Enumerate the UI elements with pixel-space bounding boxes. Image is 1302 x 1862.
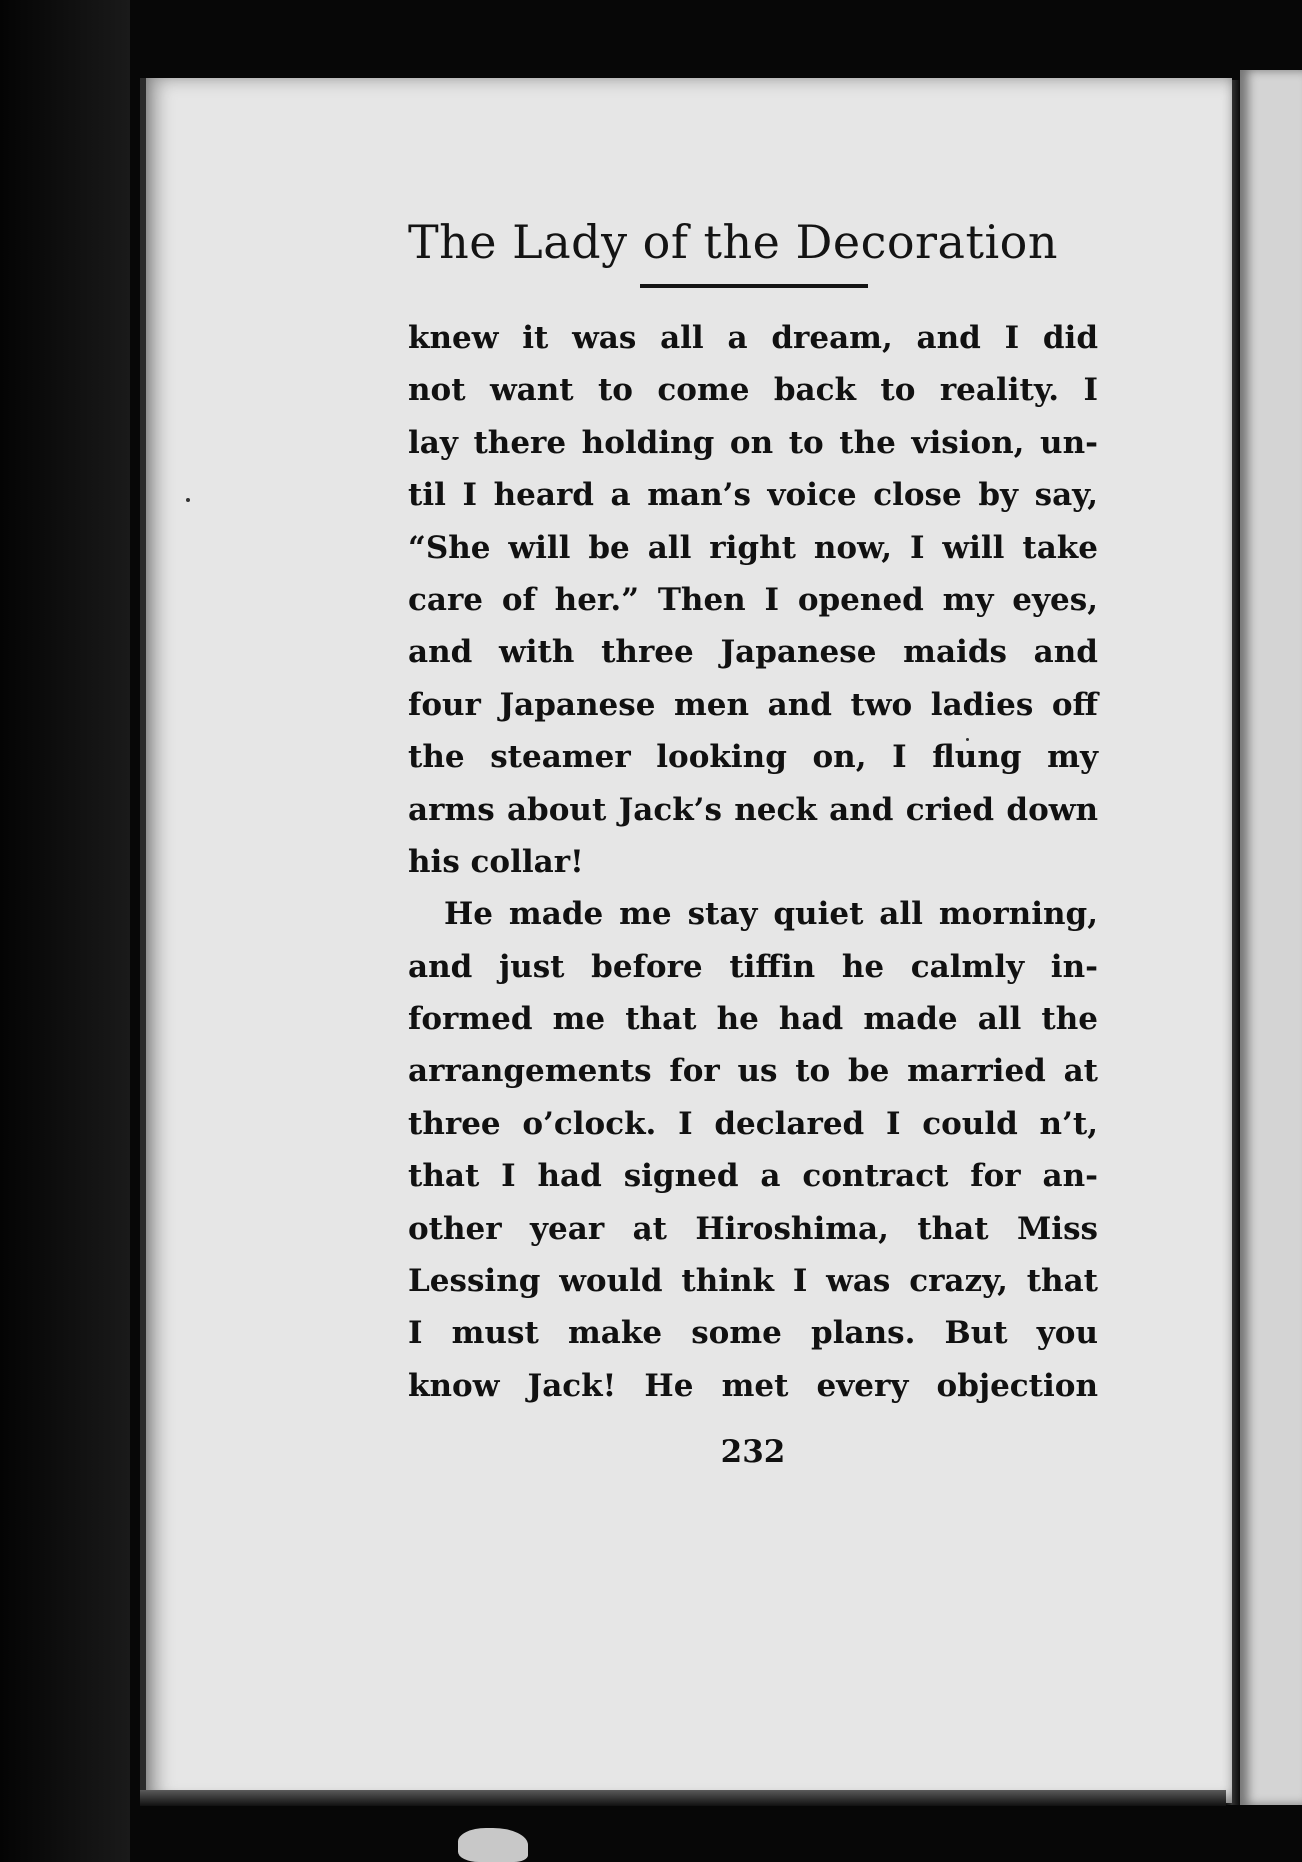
text-line: arrangements for us to be married at — [408, 1053, 1098, 1090]
text-line: lay there holding on to the vision, un- — [408, 424, 1098, 461]
text-line: arms about Jack’s neck and cried down — [408, 791, 1098, 828]
text-line: and just before tiffin he calmly in- — [408, 948, 1098, 985]
text-line: not want to come back to reality. I — [408, 372, 1098, 409]
text-line: care of her.” Then I opened my eyes, — [408, 581, 1098, 618]
paragraph-end-line: his collar! — [408, 843, 584, 880]
running-head-rule — [640, 284, 868, 288]
page-content — [408, 212, 1098, 1470]
text-line: “She will be all right now, I will take — [408, 529, 1098, 566]
text-line: and with three Japanese maids and — [408, 634, 1098, 671]
scan-artifact — [458, 1828, 528, 1862]
text-line: knew it was all a dream, and I did — [408, 320, 1098, 356]
scan-speck — [186, 498, 190, 502]
facing-page-edge — [1240, 70, 1302, 1805]
running-head: The Lady of the Decoration — [408, 215, 1058, 269]
body-text — [408, 312, 1098, 1412]
text-line: the steamer looking on, I flung my — [408, 739, 1098, 776]
text-line: til I heard a man’s voice close by say, — [408, 477, 1098, 514]
text-line: three o’clock. I declared I could n’t, — [408, 1105, 1098, 1142]
text-line: I must make some plans. But you — [408, 1315, 1098, 1352]
page-number: 232 — [720, 1434, 786, 1470]
text-line: Lessing would think I was crazy, that — [408, 1263, 1098, 1300]
page-bottom-edge — [140, 1790, 1226, 1806]
text-line: know Jack! He met every objection — [408, 1367, 1098, 1404]
text-line: that I had signed a contract for an- — [408, 1158, 1098, 1195]
paragraph-start-line: He made me stay quiet all morning, — [444, 896, 1098, 933]
book-spine-shadow — [0, 0, 130, 1862]
text-line: other year at Hiroshima, that Miss — [408, 1210, 1098, 1247]
text-line: four Japanese men and two ladies off — [408, 686, 1098, 723]
text-line: formed me that he had made all the — [408, 1001, 1098, 1038]
